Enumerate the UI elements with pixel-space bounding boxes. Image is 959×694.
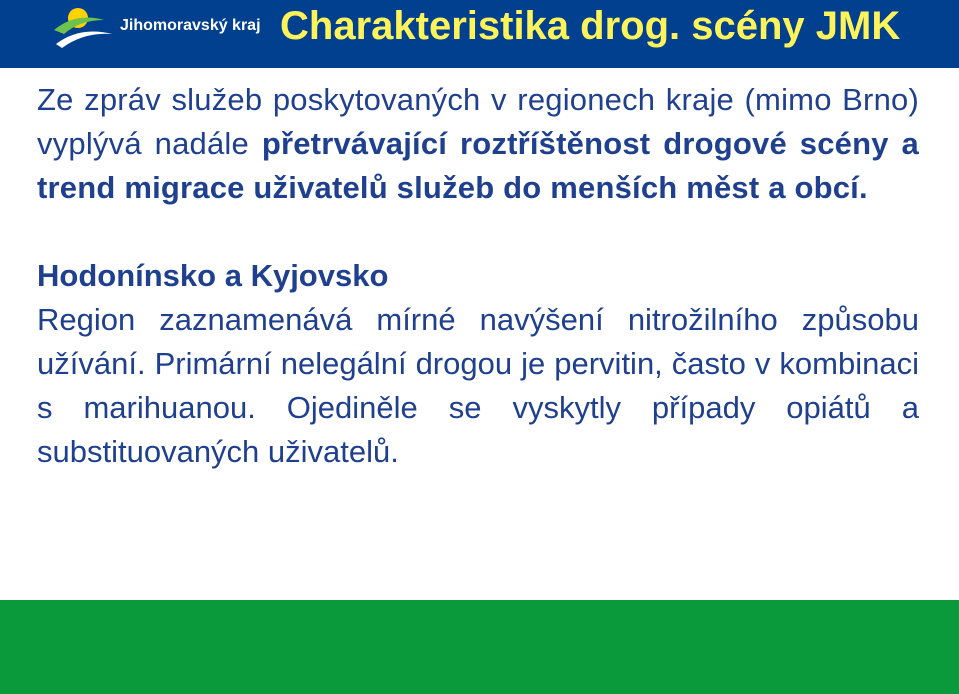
section-body: Region zaznamenává mírné navýšení nitrožilního způsobu užívání. Primární nelegální drogou je pervitin, často v kombinaci s marihuanou. Ojediněle se vyskytly případy opiátů a substituovaných uživatelů. — [37, 302, 919, 469]
slide-content — [37, 78, 919, 474]
slide-title: Charakteristika drog. scény JMK — [280, 4, 901, 48]
paragraph-spacer — [37, 210, 919, 254]
footer-bar — [0, 600, 959, 694]
region-logo-icon — [50, 0, 120, 52]
logo-text: Jihomoravský kraj — [120, 17, 261, 34]
intro-paragraph — [37, 78, 919, 210]
intro-emphasis: přetrvávající roztříštěnost drogové scény a trend migrace uživatelů služeb do menších měst a obcí. — [37, 126, 919, 205]
header-bar — [0, 0, 959, 68]
section-heading: Hodonínsko a Kyjovsko — [37, 258, 389, 293]
intro-text: Ze zpráv služeb poskytovaných v regionech kraje (mimo Brno) vyplývá nadále — [37, 82, 919, 161]
region-logo — [50, 0, 290, 60]
